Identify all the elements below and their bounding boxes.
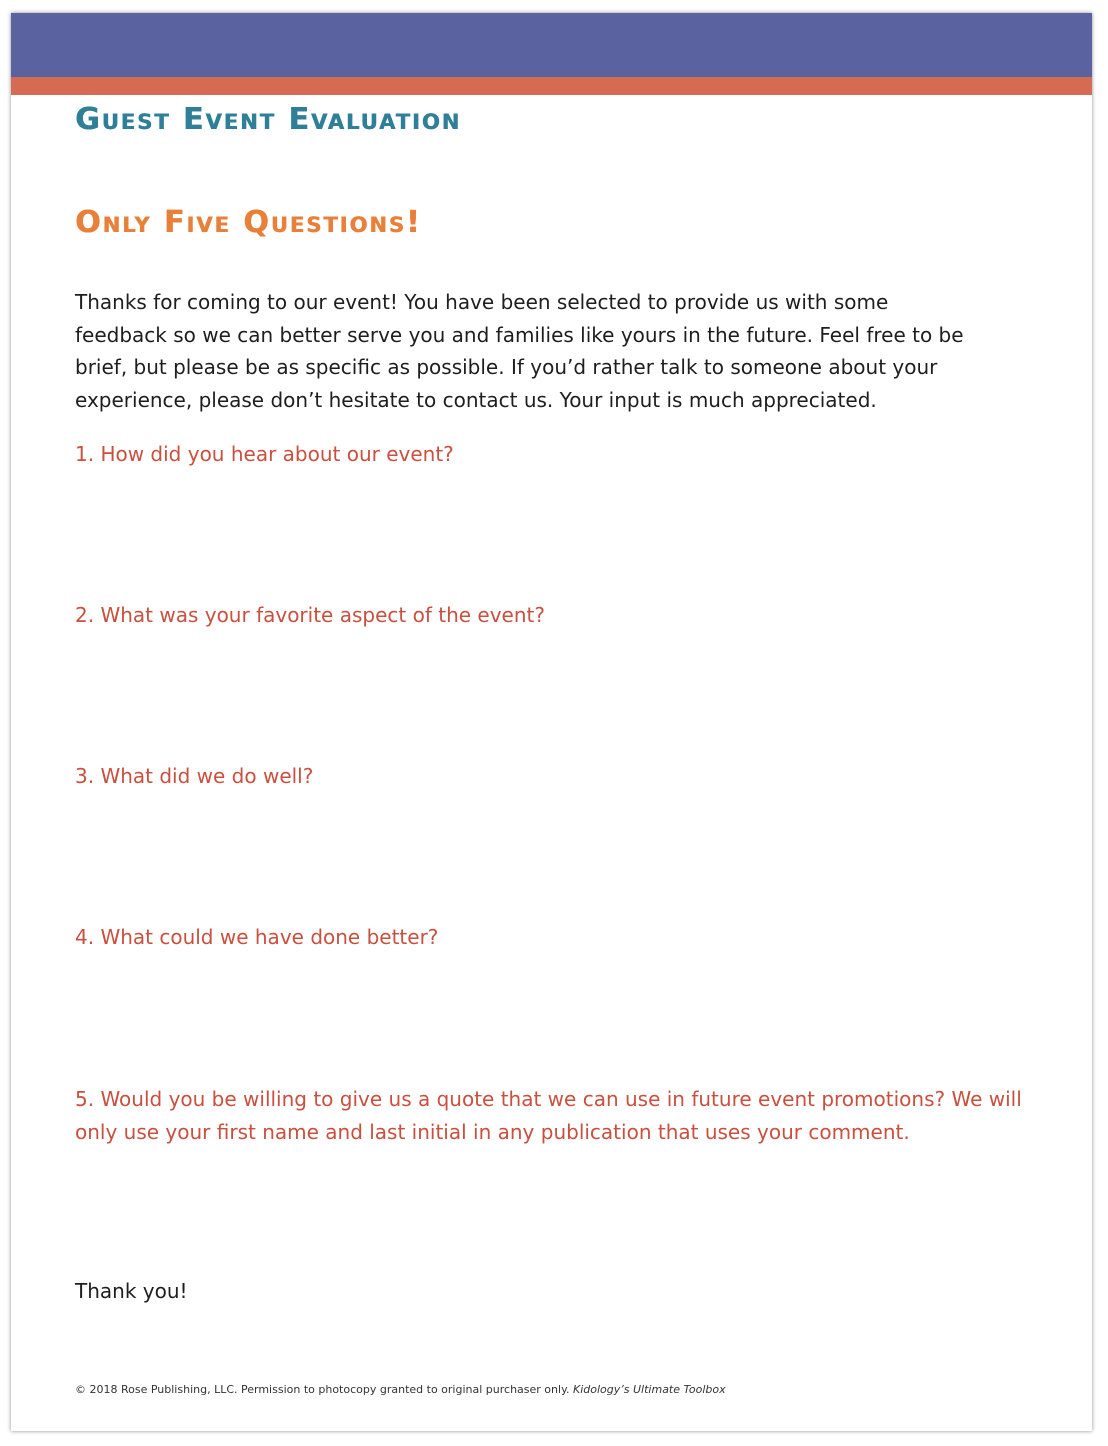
question-1: 1. How did you hear about our event?	[75, 442, 454, 466]
footer-copyright	[75, 1383, 726, 1396]
page-subtitle: Only Five Questions!	[75, 205, 422, 240]
question-5: 5. Would you be willing to give us a quote that we can use in future event promotions? We will only use your first name and last initial in any publication that uses your comment.	[75, 1087, 1022, 1144]
page-title: Guest Event Evaluation	[75, 102, 462, 137]
footer-copyright-text: © 2018 Rose Publishing, LLC. Permission to photocopy granted to original purchaser only.	[75, 1383, 570, 1396]
closing-text: Thank you!	[75, 1279, 188, 1303]
question-4: 4. What could we have done better?	[75, 925, 439, 949]
intro-paragraph: Thanks for coming to our event! You have been selected to provide us with some feedback so we can better serve you and families like yours in the future. Feel free to be brief, but please be as specific as possible. If you’d rather talk to someone about your experience, please don’t hesitate to contact us. Your input is much appreciated.	[75, 290, 964, 412]
accent-band	[11, 77, 1092, 95]
question-3: 3. What did we do well?	[75, 764, 314, 788]
question-2: 2. What was your favorite aspect of the event?	[75, 603, 545, 627]
document-page	[11, 13, 1092, 1431]
footer-book-title: Kidology’s Ultimate Toolbox	[573, 1383, 726, 1396]
header-band	[11, 13, 1092, 77]
